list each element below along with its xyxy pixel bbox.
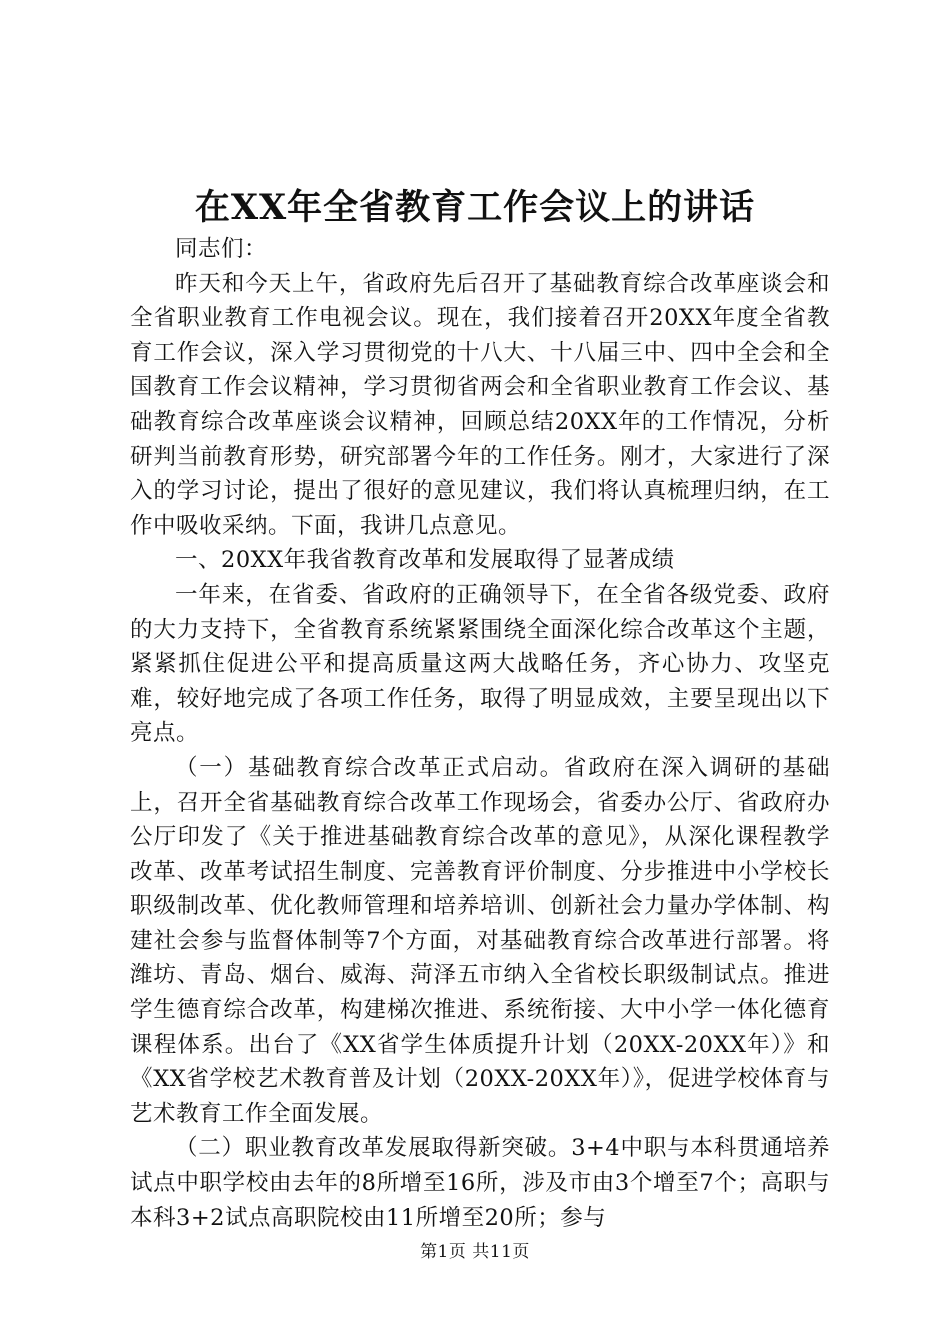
body-paragraph: 一年来，在省委、省政府的正确领导下，在全省各级党委、政府的大力支持下，全省教育系统紧紧围绕全面深化综合改革这个主题，紧紧抓住促进公平和提高质量这两大战略任务，齐心协力、攻坚克难，较好地完成了各项工作任务，取得了明显成效，主要呈现出以下亮点。: [130, 581, 830, 747]
body-paragraph: （一）基础教育综合改革正式启动。省政府在深入调研的基础上，召开全省基础教育综合改革工作现场会，省委办公厅、省政府办公厅印发了《关于推进基础教育综合改革的意见》，从深化课程教学改革、改革考试招生制度、完善教育评价制度、分步推进中小学校长职级制改革、优化教师管理和培养培训、创新社会力量办学体制、构建社会参与监督体制等7个方面，对基础教育综合改革进行部署。将潍坊、青岛、烟台、威海、菏泽五市纳入全省校长职级制试点。推进学生德育综合改革，构建梯次推进、系统衔接、大中小学一体化德育课程体系。出台了《XX省学生体质提升计划（20XX-20XX年）》和《XX省学校艺术教育普及计划（20XX-20XX年）》，促进学校体育与艺术教育工作全面发展。: [130, 754, 830, 1127]
section-heading: 一、20XX年我省教育改革和发展取得了显著成绩: [175, 547, 675, 574]
document-body: [130, 232, 830, 1235]
intro-paragraph: 昨天和今天上午，省政府先后召开了基础教育综合改革座谈会和全省职业教育工作电视会议。现在，我们接着召开20XX年度全省教育工作会议，深入学习贯彻党的十八大、十八届三中、四中全会和全国教育工作会议精神，学习贯彻省两会和全省职业教育工作会议、基础教育综合改革座谈会议精神，回顾总结20XX年的工作情况，分析研判当前教育形势，研究部署今年的工作任务。刚才，大家进行了深入的学习讨论，提出了很好的意见建议，我们将认真梳理归纳，在工作中吸收采纳。下面，我讲几点意见。: [130, 270, 830, 539]
body-paragraph: （二）职业教育改革发展取得新突破。3+4中职与本科贯通培养试点中职学校由去年的8所增至16所，涉及市由3个增至7个；高职与本科3+2试点高职院校由11所增至20所；参与: [130, 1135, 830, 1231]
page-footer: 第1页 共11页: [420, 1242, 530, 1262]
document-title: 在XX年全省教育工作会议上的讲话: [194, 187, 756, 228]
salutation-paragraph: 同志们：: [175, 236, 268, 262]
